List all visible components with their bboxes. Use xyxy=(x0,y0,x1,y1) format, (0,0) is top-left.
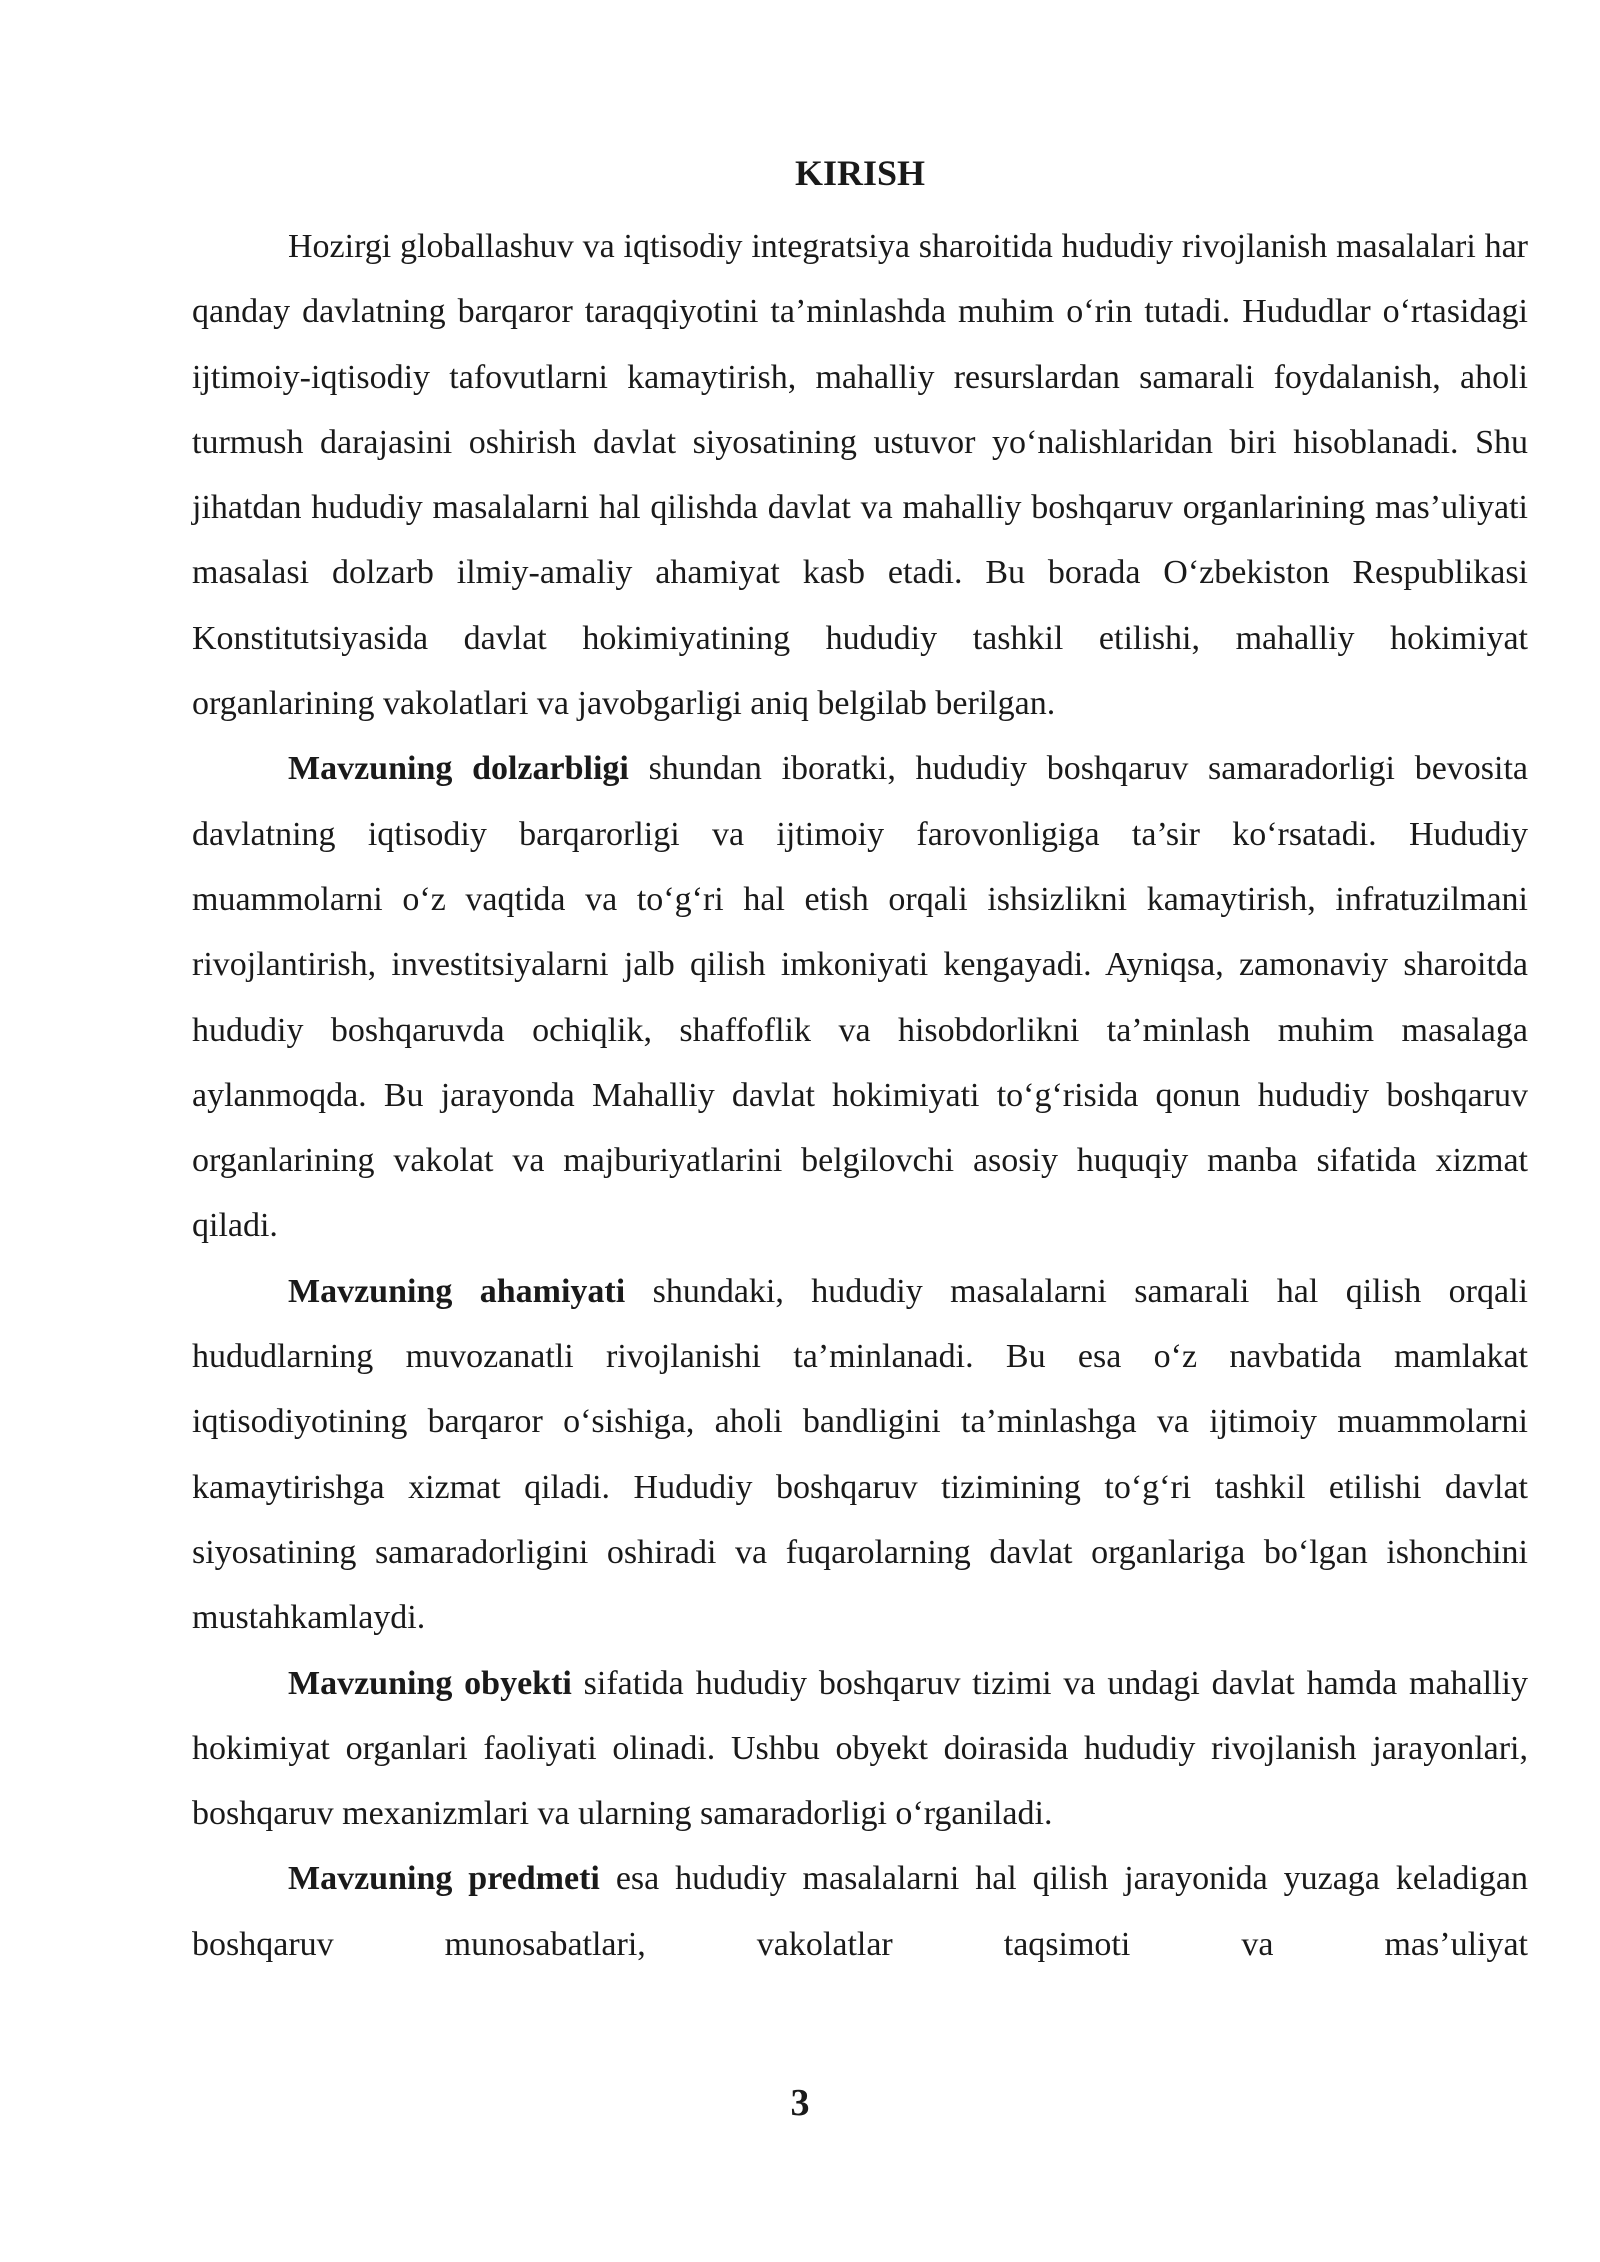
page-content xyxy=(192,148,1528,1977)
paragraph-object xyxy=(192,1651,1528,1847)
paragraph-relevance-text: shundan iboratki, hududiy boshqaruv samaradorligi bevosita davlatning iqtisodiy barqarorligi va ijtimoiy farovonligiga ta’sir ko‘rsatadi. Hududiy muammolarni o‘z vaqtida va to‘g‘ri hal etish orqali ishsizlikni kamaytirish, infratuzilmani rivojlantirish, investitsiyalarni jalb qilish imkoniyati kengayadi. Ayniqsa, zamonaviy sharoitda hududiy boshqaruvda ochiqlik, shaffoflik va hisobdorlikni ta’minlash muhim masalaga aylanmoqda. Bu jarayonda Mahalliy davlat hokimiyati to‘g‘risida qonun hududiy boshqaruv organlarining vakolat va majburiyatlarini belgilovchi asosiy huquqiy manba sifatida xizmat qiladi. xyxy=(192,750,1529,1245)
paragraph-relevance xyxy=(192,736,1528,1258)
paragraph-object-lead: Mavzuning obyekti xyxy=(288,1664,572,1702)
paragraph-importance-text: shundaki, hududiy masalalarni samarali hal qilish orqali hududlarning muvozanatli rivojlanishi ta’minlanadi. Bu esa o‘z navbatida mamlakat iqtisodiyotining barqaror o‘sishiga, aholi bandligini ta’minlashga va ijtimoiy muammolarni kamaytirishga xizmat qiladi. Hududiy boshqaruv tizimining to‘g‘ri tashkil etilishi davlat siyosatining samaradorligini oshiradi va fuqarolarning davlat organlariga bo‘lgan ishonchini mustahkamlaydi. xyxy=(192,1272,1528,1637)
paragraph-intro xyxy=(192,214,1528,736)
paragraph-importance xyxy=(192,1259,1528,1651)
paragraph-intro-text: Hozirgi globallashuv va iqtisodiy integratsiya sharoitida hududiy rivojlanish masalalari har qanday davlatning barqaror taraqqiyotini ta’minlashda muhim o‘rin tutadi. Hududlar o‘rtasidagi ijtimoiy-iqtisodiy tafovutlarni kamaytirish, mahalliy resurslardan samarali foydalanish, aholi turmush darajasini oshirish davlat siyosatining ustuvor yo‘nalishlaridan biri hisoblanadi. Shu jihatdan hududiy masalalarni hal qilishda davlat va mahalliy boshqaruv organlarining mas’uliyati masalasi dolzarb ilmiy-amaliy ahamiyat kasb etadi. Bu borada O‘zbekiston Respublikasi Konstitutsiyasida davlat hokimiyatining hududiy tashkil etilishi, mahalliy hokimiyat organlarining vakolatlari va javobgarligi aniq belgilab berilgan. xyxy=(192,228,1528,723)
paragraph-subject xyxy=(192,1846,1528,1977)
paragraph-subject-lead: Mavzuning predmeti xyxy=(288,1860,600,1898)
paragraph-importance-lead: Mavzuning ahamiyati xyxy=(288,1272,626,1310)
paragraph-subject-text: esa hududiy masalalarni hal qilish jarayonida yuzaga keladigan boshqaruv munosabatlari, vakolatlar taqsimoti va mas’uliyat xyxy=(192,1860,1528,1963)
paragraph-object-text: sifatida hududiy boshqaruv tizimi va undagi davlat hamda mahalliy hokimiyat organlari faoliyati olinadi. Ushbu obyekt doirasida hududiy rivojlanish jarayonlari, boshqaruv mexanizmlari va ularning samaradorligi o‘rganiladi. xyxy=(192,1664,1528,1833)
page-number: 3 xyxy=(790,2082,810,2124)
section-title: KIRISH xyxy=(794,153,926,193)
paragraph-relevance-lead: Mavzuning dolzarbligi xyxy=(288,750,629,788)
